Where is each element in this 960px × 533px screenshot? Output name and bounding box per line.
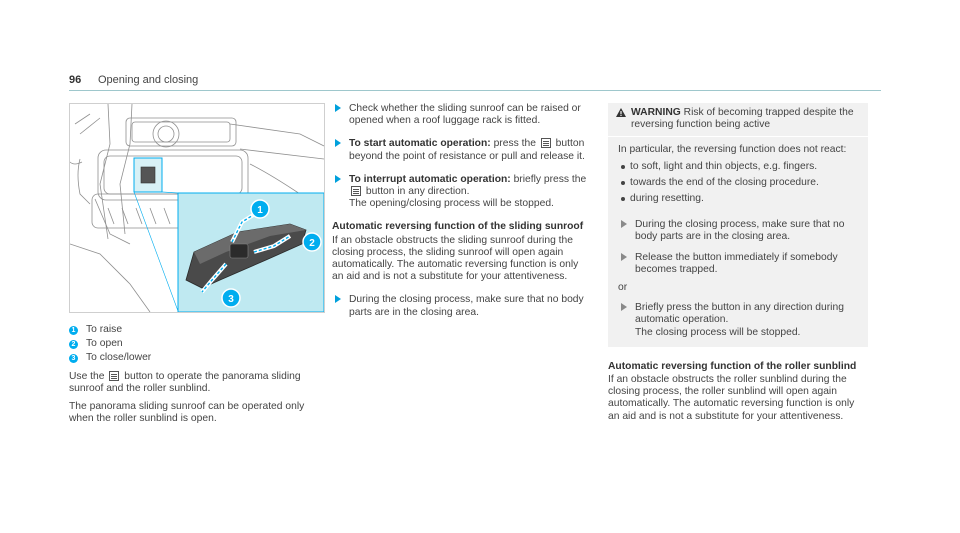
step-arrow-icon <box>621 253 627 261</box>
step-arrow-icon <box>335 139 341 147</box>
text: During the closing process, make sure that no body parts are in the closing area. <box>635 219 845 243</box>
text: Briefly press the button in any direction during automatic operation. <box>635 302 844 326</box>
svg-text:3: 3 <box>228 294 234 305</box>
legend-badge: 2 <box>69 340 78 349</box>
text: to soft, light and thin objects, e.g. fingers. <box>630 160 818 172</box>
text: Check whether the sliding sunroof can be raised or opened when a roof luggage rack is fitted. <box>349 103 581 127</box>
text: The opening/closing process will be stopped. <box>349 198 554 210</box>
warning-header <box>608 103 868 137</box>
text: briefly press the <box>510 173 587 185</box>
left-column <box>69 324 319 425</box>
warning-body <box>608 137 868 346</box>
text: towards the end of the closing procedure. <box>630 176 819 188</box>
text: during resetting. <box>630 193 704 205</box>
text: Use the <box>69 370 105 382</box>
step-arrow-icon <box>335 175 341 183</box>
section-paragraph: If an obstacle obstructs the sliding sunroof during the closing process, the sliding sunroof will open again automatically. The automatic reversing function is only an aid and is not a substitute for your attentiveness. <box>332 234 579 283</box>
legend-badge: 1 <box>69 326 78 335</box>
usage-paragraph <box>69 371 319 395</box>
text: The closing process will be stopped. <box>635 326 801 338</box>
step-arrow-icon <box>335 295 341 303</box>
sunroof-switch-illustration <box>69 103 325 313</box>
legend-text: To open <box>86 338 123 350</box>
header-rule <box>69 90 881 91</box>
instruction-step <box>332 174 590 211</box>
sunroof-button-icon <box>541 138 551 148</box>
text: button beyond the point of resistance or pull and release it. <box>349 138 585 162</box>
instruction-step <box>618 252 858 276</box>
warning-intro: In particular, the reversing function does not react: <box>618 144 847 156</box>
page-title: Opening and closing <box>98 74 199 86</box>
step-arrow-icon <box>621 303 627 311</box>
warning-box <box>608 103 868 347</box>
section-paragraph: If an obstacle obstructs the roller sunblind during the closing process, the roller sunblind will open again automatically. The automatic reversing function is only an aid and is not a substitute for your attentiveness. <box>608 374 855 422</box>
legend-item <box>69 324 319 336</box>
instruction-step <box>618 302 858 339</box>
text: Release the button immediately if somebody becomes trapped. <box>635 251 838 275</box>
legend-text: To close/lower <box>86 352 152 364</box>
or-text: or <box>618 282 628 294</box>
list-item <box>618 161 858 173</box>
step-arrow-icon <box>621 220 627 228</box>
callout-3 <box>222 289 240 307</box>
svg-text:1: 1 <box>257 205 263 216</box>
warning-triangle-icon <box>616 108 626 117</box>
list-item <box>618 193 858 205</box>
text: button to operate the panorama sliding sunroof and the roller sunblind. <box>69 370 301 394</box>
legend-badge: 3 <box>69 354 78 363</box>
legend-item <box>69 338 319 350</box>
bullet-icon <box>621 197 625 201</box>
text: button in any direction. <box>365 186 470 198</box>
sunroof-button-icon <box>351 186 361 196</box>
text: press the <box>490 138 536 150</box>
middle-column <box>332 103 590 330</box>
warning-label: WARNING <box>631 107 681 118</box>
callout-1 <box>251 200 269 218</box>
section-heading: Automatic reversing function of the sliding sunroof <box>332 221 584 233</box>
bullet-icon <box>621 165 625 169</box>
text: During the closing process, make sure that no body parts are in the closing area. <box>349 294 584 318</box>
page-number: 96 <box>69 74 82 86</box>
instruction-step <box>332 294 590 318</box>
text: To start automatic operation: <box>349 138 491 150</box>
sunblind-note: The panorama sliding sunroof can be operated only when the roller sunblind is open. <box>69 401 305 425</box>
legend-text: To raise <box>86 324 123 335</box>
sunroof-button-icon <box>109 371 119 381</box>
right-column <box>608 103 868 423</box>
callout-2 <box>303 233 321 251</box>
section-heading: Automatic reversing function of the roller sunblind <box>608 360 857 372</box>
warning-title: Risk of becoming trapped despite the reversing function being active <box>631 107 854 131</box>
instruction-step <box>332 103 590 127</box>
legend-item <box>69 352 319 364</box>
list-item <box>618 177 858 189</box>
text: To interrupt automatic operation: <box>349 173 511 185</box>
instruction-step <box>618 219 858 243</box>
bullet-icon <box>621 181 625 185</box>
instruction-step <box>332 138 590 162</box>
svg-text:2: 2 <box>309 238 315 249</box>
step-arrow-icon <box>335 104 341 112</box>
